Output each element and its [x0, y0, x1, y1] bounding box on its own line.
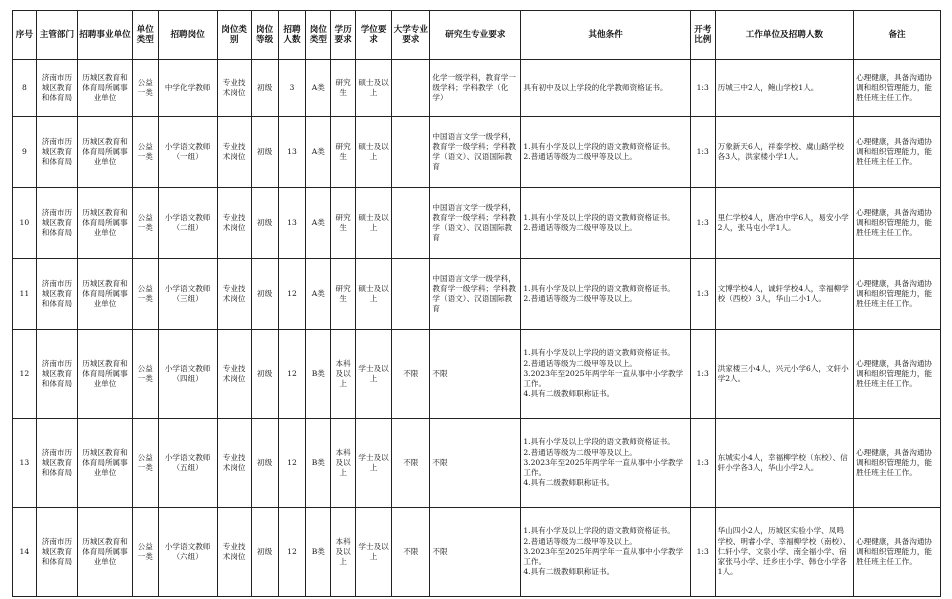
cell-unit: 历城区教育和体育局所属事业单位 — [78, 259, 133, 330]
cell-post-type: A类 — [306, 117, 331, 188]
cell-degree: 学士及以上 — [356, 330, 392, 419]
cell-degree: 硕士及以上 — [356, 60, 392, 117]
cell-level: 初级 — [251, 330, 278, 419]
cell-undergrad-major — [392, 259, 430, 330]
cell-post-type: B类 — [306, 508, 331, 597]
cell-post-type: A类 — [306, 188, 331, 259]
cell-note: 心理健康，具备沟通协调和组织管理能力，能胜任班主任工作。 — [854, 60, 941, 117]
cell-unit: 历城区教育和体育局所属事业单位 — [78, 330, 133, 419]
table-row — [13, 188, 941, 259]
col-header: 其他条件 — [521, 11, 690, 60]
cell-undergrad-major — [392, 117, 430, 188]
cell-category: 专业技术岗位 — [217, 330, 251, 419]
col-header: 岗位类别 — [217, 11, 251, 60]
cell-degree: 硕士及以上 — [356, 117, 392, 188]
cell-work-units: 华山四小2人，历城区实验小学、凤鸣学校、明睿小学、幸福柳学校（南校）、仁轩小学、文泉小学、南全福小学、宿家张马小学、迁乡庄小学、韩仓小学各1人。 — [715, 508, 853, 597]
cell-degree: 学士及以上 — [356, 508, 392, 597]
col-header: 工作单位及招聘人数 — [715, 11, 853, 60]
cell-dept: 济南市历城区教育和体育局 — [36, 330, 77, 419]
cell-education: 研究生 — [331, 60, 356, 117]
cell-dept: 济南市历城区教育和体育局 — [36, 508, 77, 597]
cell-note: 心理健康，具备沟通协调和组织管理能力，能胜任班主任工作。 — [854, 259, 941, 330]
col-header: 招聘人数 — [278, 11, 306, 60]
cell-grad-major: 中国语言文学一级学科，教育学一级学科；学科教学（语文）、汉语国际教育 — [430, 117, 521, 188]
cell-work-units: 东城实小4人，幸福柳学校（东校）、信轩小学各3人，华山小学2人。 — [715, 419, 853, 508]
cell-count: 13 — [278, 117, 306, 188]
cell-work-units: 历城三中2人，鲍山学校1人。 — [715, 60, 853, 117]
cell-post-type: B类 — [306, 330, 331, 419]
cell-post: 小学语文教师（四组） — [158, 330, 217, 419]
cell-category: 专业技术岗位 — [217, 259, 251, 330]
cell-education: 本科及以上 — [331, 419, 356, 508]
cell-other-conditions: 1.具有小学及以上学段的语文教师资格证书。 2.普通话等级为二级甲等及以上。 3.2023年至2025年两学年一直从事中小学教学工作。 4.具有二级教师职称证书。 — [521, 419, 690, 508]
cell-grad-major: 不限 — [430, 419, 521, 508]
cell-post: 小学语文教师（一组） — [158, 117, 217, 188]
cell-grad-major: 不限 — [430, 330, 521, 419]
cell-undergrad-major: 不限 — [392, 419, 430, 508]
cell-degree: 学士及以上 — [356, 419, 392, 508]
cell-note: 心理健康，具备沟通协调和组织管理能力，能胜任班主任工作。 — [854, 330, 941, 419]
cell-unit-type: 公益一类 — [132, 330, 158, 419]
cell-education: 本科及以上 — [331, 508, 356, 597]
cell-unit: 历城区教育和体育局所属事业单位 — [78, 508, 133, 597]
cell-dept: 济南市历城区教育和体育局 — [36, 117, 77, 188]
cell-post: 小学语文教师（二组） — [158, 188, 217, 259]
col-header: 学位要求 — [356, 11, 392, 60]
cell-post-type: B类 — [306, 419, 331, 508]
cell-count: 12 — [278, 259, 306, 330]
cell-post-type: A类 — [306, 259, 331, 330]
cell-work-units: 洪家楼三小4人，兴元小学6人，文轩小学2人。 — [715, 330, 853, 419]
cell-level: 初级 — [251, 259, 278, 330]
cell-dept: 济南市历城区教育和体育局 — [36, 419, 77, 508]
col-header: 招聘岗位 — [158, 11, 217, 60]
table-row — [13, 508, 941, 597]
cell-category: 专业技术岗位 — [217, 419, 251, 508]
cell-count: 13 — [278, 188, 306, 259]
cell-grad-major: 中国语言文学一级学科，教育学一级学科；学科教学（语文）、汉语国际教育 — [430, 188, 521, 259]
cell-unit: 历城区教育和体育局所属事业单位 — [78, 419, 133, 508]
cell-category: 专业技术岗位 — [217, 117, 251, 188]
cell-education: 研究生 — [331, 188, 356, 259]
cell-post: 小学语文教师（五组） — [158, 419, 217, 508]
cell-unit: 历城区教育和体育局所属事业单位 — [78, 60, 133, 117]
cell-other-conditions: 1.具有小学及以上学段的语文教师资格证书。 2.普通话等级为二级甲等及以上。 — [521, 259, 690, 330]
cell-degree: 硕士及以上 — [356, 259, 392, 330]
cell-level: 初级 — [251, 60, 278, 117]
cell-other-conditions: 1.具有小学及以上学段的语文教师资格证书。 2.普通话等级为二级甲等及以上。 — [521, 188, 690, 259]
table-row — [13, 117, 941, 188]
table-body — [13, 60, 941, 597]
table-row — [13, 60, 941, 117]
cell-undergrad-major — [392, 60, 430, 117]
cell-count: 12 — [278, 330, 306, 419]
cell-unit-type: 公益一类 — [132, 419, 158, 508]
cell-other-conditions: 1.具有小学及以上学段的语文教师资格证书。 2.普通话等级为二级甲等及以上。 3.2023年至2025年两学年一直从事中小学教学工作。 4.具有二级教师职称证书。 — [521, 330, 690, 419]
cell-education: 研究生 — [331, 259, 356, 330]
recruitment-table — [12, 10, 941, 597]
col-header: 招聘事业单位 — [78, 11, 133, 60]
cell-id: 9 — [13, 117, 37, 188]
col-header: 序号 — [13, 11, 37, 60]
cell-note: 心理健康，具备沟通协调和组织管理能力，能胜任班主任工作。 — [854, 508, 941, 597]
cell-education: 本科及以上 — [331, 330, 356, 419]
cell-undergrad-major — [392, 188, 430, 259]
cell-count: 3 — [278, 60, 306, 117]
cell-unit: 历城区教育和体育局所属事业单位 — [78, 117, 133, 188]
cell-work-units: 文博学校4人，诚轩学校4人，幸福柳学校（西校）3人，华山二小1人。 — [715, 259, 853, 330]
cell-other-conditions: 1.具有小学及以上学段的语文教师资格证书。 2.普通话等级为二级甲等及以上。 3.2023年至2025年两学年一直从事中小学教学工作。 4.具有二级教师职称证书。 — [521, 508, 690, 597]
cell-grad-major: 中国语言文学一级学科，教育学一级学科；学科教学（语文）、汉语国际教育 — [430, 259, 521, 330]
cell-id: 8 — [13, 60, 37, 117]
cell-dept: 济南市历城区教育和体育局 — [36, 188, 77, 259]
cell-grad-major: 化学一级学科，教育学一级学科；学科教学（化学） — [430, 60, 521, 117]
cell-unit-type: 公益一类 — [132, 60, 158, 117]
cell-post-type: A类 — [306, 60, 331, 117]
cell-category: 专业技术岗位 — [217, 188, 251, 259]
col-header: 主管部门 — [36, 11, 77, 60]
col-header: 开考比例 — [690, 11, 715, 60]
table-row — [13, 330, 941, 419]
cell-level: 初级 — [251, 188, 278, 259]
cell-other-conditions: 具有初中及以上学段的化学教师资格证书。 — [521, 60, 690, 117]
cell-post: 中学化学教师 — [158, 60, 217, 117]
cell-unit-type: 公益一类 — [132, 188, 158, 259]
cell-education: 研究生 — [331, 117, 356, 188]
header-row — [13, 11, 941, 60]
cell-post: 小学语文教师（六组） — [158, 508, 217, 597]
cell-post: 小学语文教师（三组） — [158, 259, 217, 330]
cell-note: 心理健康，具备沟通协调和组织管理能力，能胜任班主任工作。 — [854, 419, 941, 508]
col-header: 学历要求 — [331, 11, 356, 60]
col-header: 大学专业要求 — [392, 11, 430, 60]
cell-ratio: 1:3 — [690, 508, 715, 597]
cell-category: 专业技术岗位 — [217, 60, 251, 117]
cell-level: 初级 — [251, 508, 278, 597]
col-header: 岗位类型 — [306, 11, 331, 60]
col-header: 岗位等级 — [251, 11, 278, 60]
cell-dept: 济南市历城区教育和体育局 — [36, 60, 77, 117]
cell-ratio: 1:3 — [690, 419, 715, 508]
cell-other-conditions: 1.具有小学及以上学段的语文教师资格证书。 2.普通话等级为二级甲等及以上。 — [521, 117, 690, 188]
cell-ratio: 1:3 — [690, 60, 715, 117]
col-header: 研究生专业要求 — [430, 11, 521, 60]
cell-unit-type: 公益一类 — [132, 117, 158, 188]
cell-id: 12 — [13, 330, 37, 419]
cell-unit-type: 公益一类 — [132, 259, 158, 330]
col-header: 备注 — [854, 11, 941, 60]
cell-grad-major: 不限 — [430, 508, 521, 597]
col-header: 单位类型 — [132, 11, 158, 60]
table-row — [13, 419, 941, 508]
cell-work-units: 万象新天6人，祥泰学校、虞山路学校各3人，洪家楼小学1人。 — [715, 117, 853, 188]
cell-count: 12 — [278, 419, 306, 508]
cell-undergrad-major: 不限 — [392, 330, 430, 419]
cell-level: 初级 — [251, 117, 278, 188]
cell-ratio: 1:3 — [690, 259, 715, 330]
cell-work-units: 里仁学校4人，唐冶中学6人，易安小学2人，张马屯小学1人。 — [715, 188, 853, 259]
cell-ratio: 1:3 — [690, 117, 715, 188]
cell-id: 10 — [13, 188, 37, 259]
cell-undergrad-major: 不限 — [392, 508, 430, 597]
cell-unit-type: 公益一类 — [132, 508, 158, 597]
cell-degree: 硕士及以上 — [356, 188, 392, 259]
table-row — [13, 259, 941, 330]
cell-count: 12 — [278, 508, 306, 597]
cell-level: 初级 — [251, 419, 278, 508]
cell-id: 11 — [13, 259, 37, 330]
cell-note: 心理健康，具备沟通协调和组织管理能力，能胜任班主任工作。 — [854, 188, 941, 259]
cell-id: 13 — [13, 419, 37, 508]
cell-dept: 济南市历城区教育和体育局 — [36, 259, 77, 330]
cell-ratio: 1:3 — [690, 330, 715, 419]
cell-id: 14 — [13, 508, 37, 597]
cell-category: 专业技术岗位 — [217, 508, 251, 597]
cell-ratio: 1:3 — [690, 188, 715, 259]
cell-unit: 历城区教育和体育局所属事业单位 — [78, 188, 133, 259]
cell-note: 心理健康，具备沟通协调和组织管理能力，能胜任班主任工作。 — [854, 117, 941, 188]
